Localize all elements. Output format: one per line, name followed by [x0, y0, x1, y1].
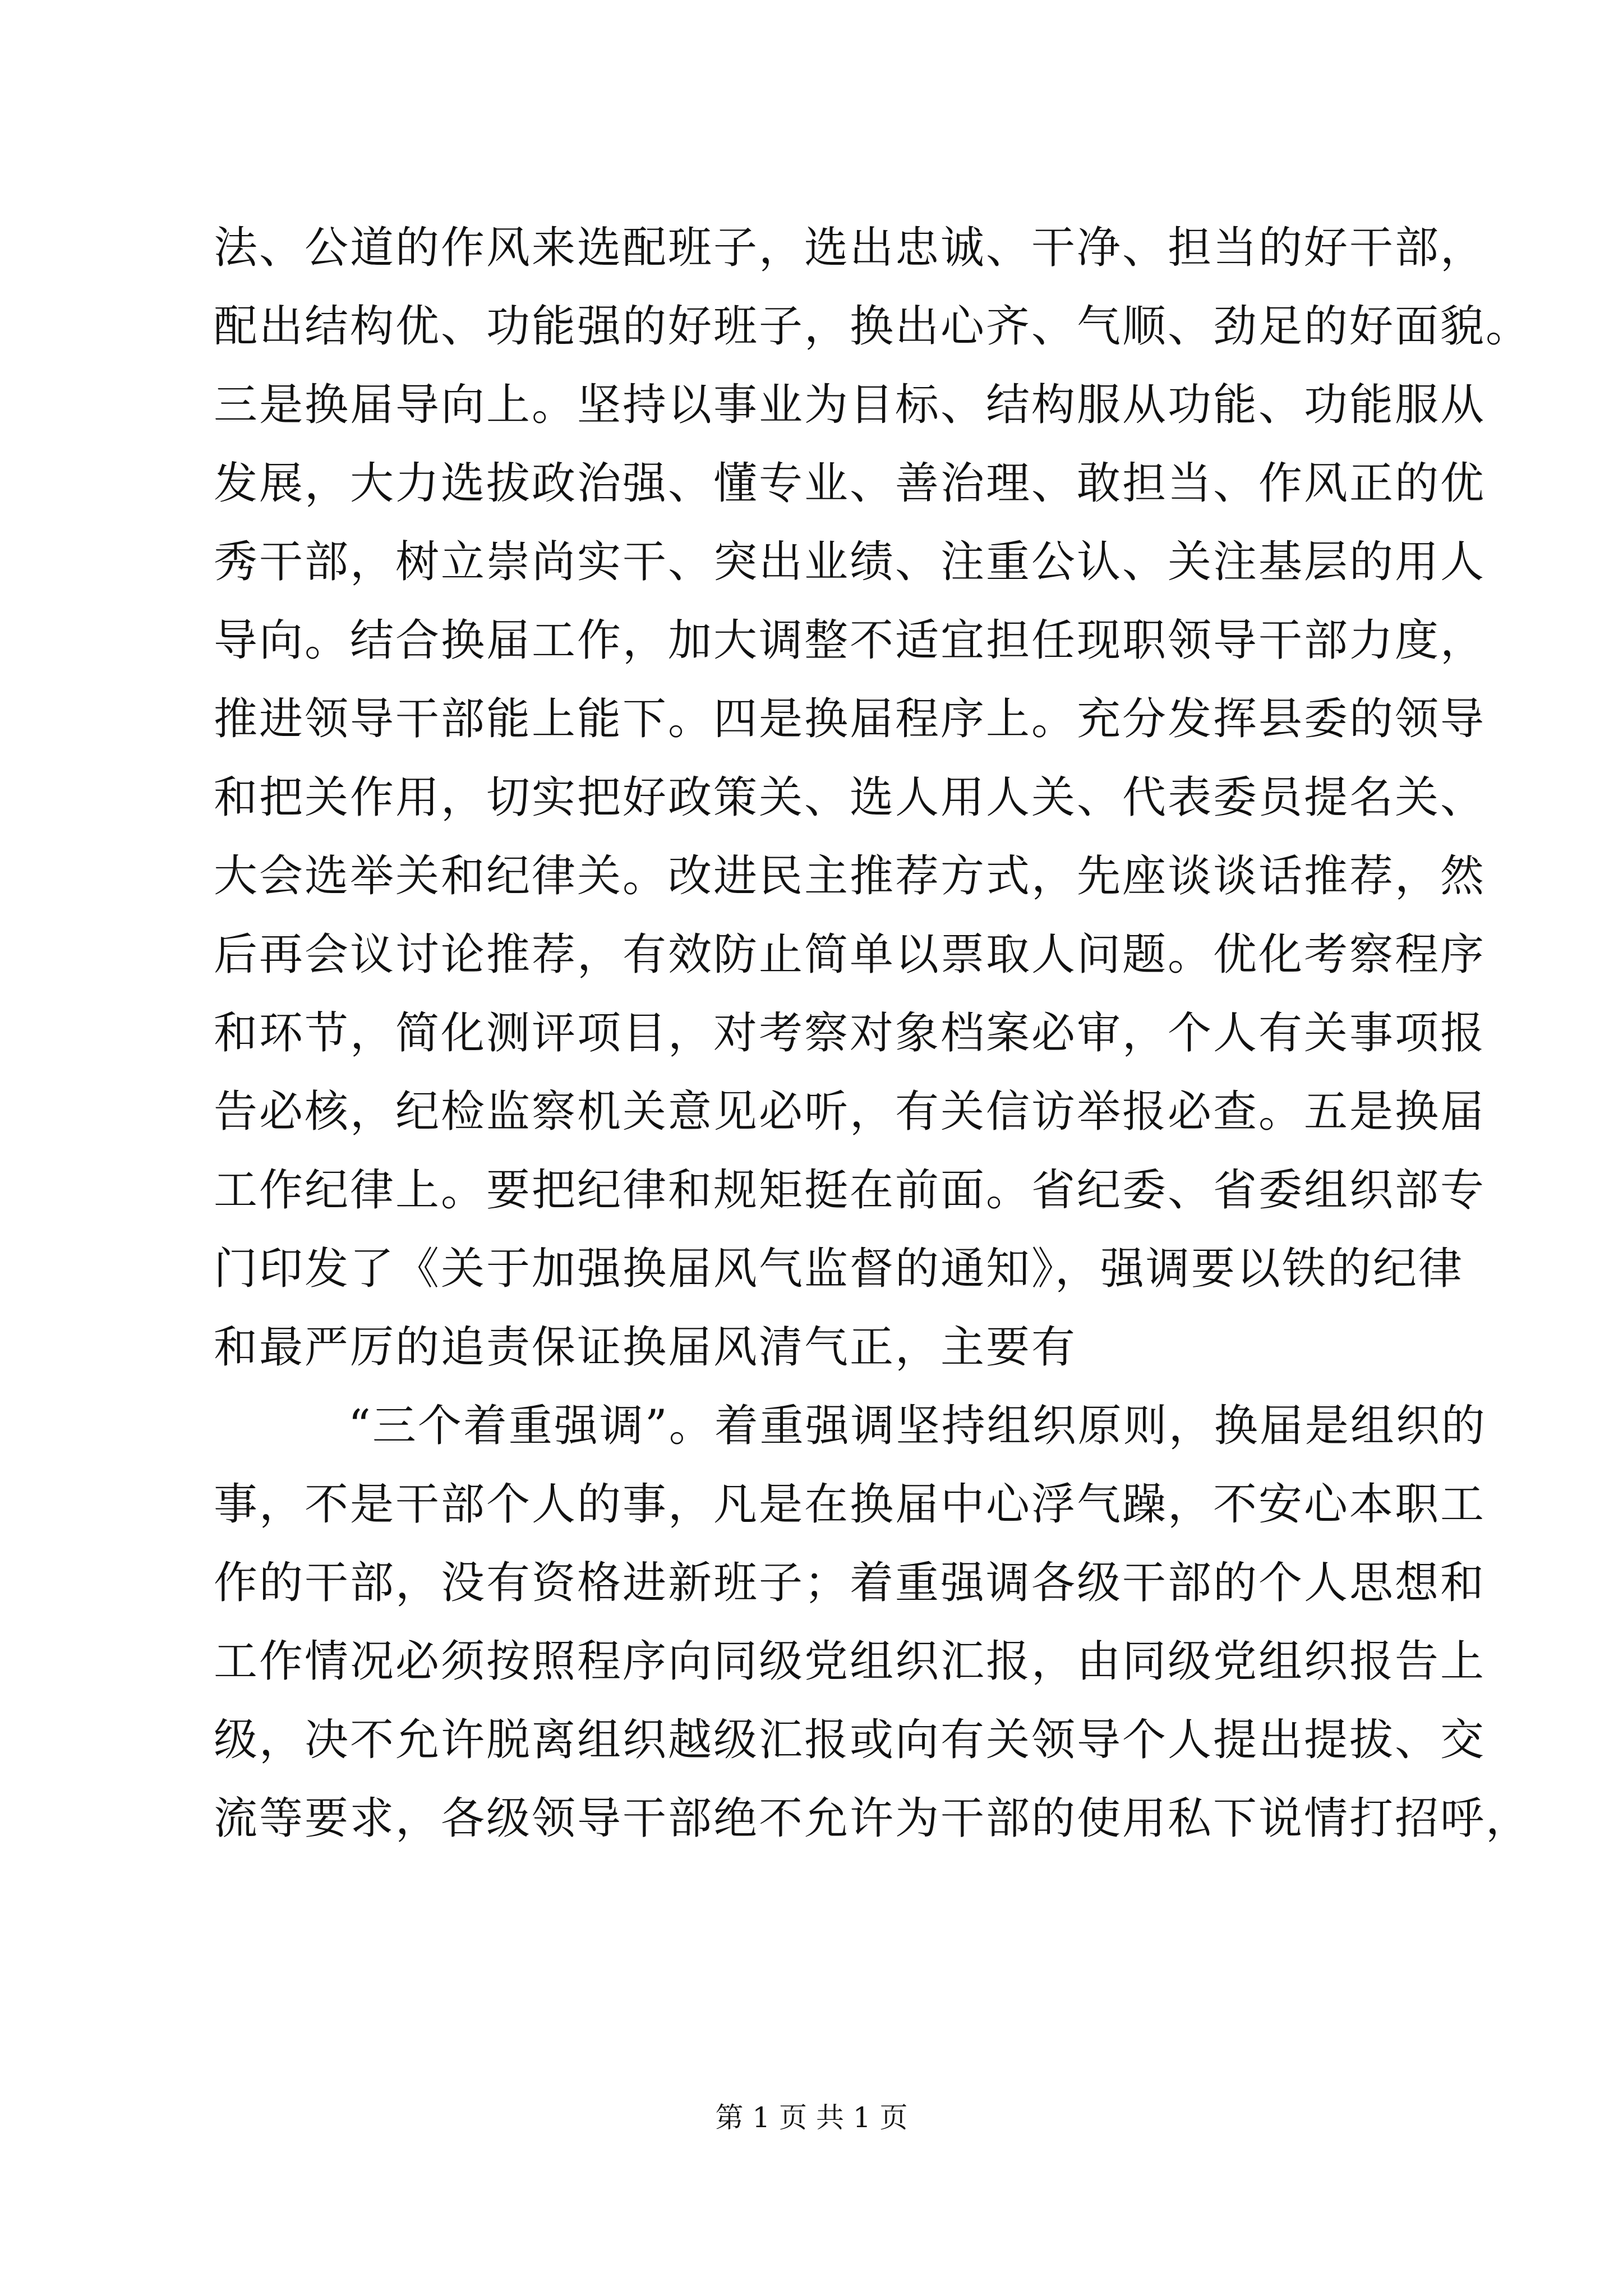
- text-line: 和环节，简化测评项目，对考察对象档案必审，个人有关事项报: [214, 1008, 1486, 1059]
- document-body: [214, 209, 1532, 1858]
- text-line: 和把关作用，切实把好政策关、选人用人关、代表委员提名关、: [214, 772, 1486, 823]
- text-line: 导向。结合换届工作，加大调整不适宜担任现职领导干部力度，: [214, 615, 1486, 666]
- text-line: 大会选举关和纪律关。改进民主推荐方式，先座谈谈话推荐，然: [214, 851, 1486, 901]
- page-footer: [0, 2098, 1623, 2137]
- text-line: 后再会议讨论推荐，有效防止简单以票取人问题。优化考察程序: [214, 930, 1486, 980]
- text-line: “三个着重强调”。着重强调坚持组织原则，换届是组织的: [348, 1401, 1487, 1451]
- text-line: 事，不是干部个人的事，凡是在换届中心浮气躁，不安心本职工: [214, 1479, 1486, 1530]
- text-line: 工作纪律上。要把纪律和规矩挺在前面。省纪委、省委组织部专: [214, 1165, 1486, 1216]
- text-line: 推进领导干部能上能下。四是换届程序上。充分发挥县委的领导: [214, 694, 1486, 744]
- text-line: 法、公道的作风来选配班子，选出忠诚、干净、担当的好干部，: [214, 223, 1486, 273]
- page-number-label: 第 1 页 共 1 页: [715, 2101, 908, 2134]
- text-line: 配出结构优、功能强的好班子，换出心齐、气顺、劲足的好面貌。: [214, 301, 1532, 352]
- text-line: 和最严厉的追责保证换届风清气正，主要有: [214, 1322, 1077, 1373]
- text-line: 工作情况必须按照程序向同级党组织汇报，由同级党组织报告上: [214, 1636, 1486, 1687]
- text-line: 发展，大力选拔政治强、懂专业、善治理、敢担当、作风正的优: [214, 458, 1486, 509]
- text-line: 三是换届导向上。坚持以事业为目标、结构服从功能、功能服从: [214, 380, 1486, 430]
- text-line: 级，决不允许脱离组织越级汇报或向有关领导个人提出提拔、交: [214, 1715, 1486, 1765]
- text-line: 作的干部，没有资格进新班子；着重强调各级干部的个人思想和: [214, 1558, 1486, 1608]
- text-line: 流等要求，各级领导干部绝不允许为干部的使用私下说情打招呼，: [214, 1793, 1532, 1844]
- text-line: 秀干部，树立崇尚实干、突出业绩、注重公认、关注基层的用人: [214, 537, 1486, 587]
- paragraph-1: [214, 209, 1532, 1387]
- text-line: 门印发了《关于加强换届风气监督的通知》，强调要以铁的纪律: [214, 1244, 1464, 1294]
- text-line: 告必核，纪检监察机关意见必听，有关信访举报必查。五是换届: [214, 1087, 1486, 1137]
- paragraph-2: [214, 1387, 1532, 1858]
